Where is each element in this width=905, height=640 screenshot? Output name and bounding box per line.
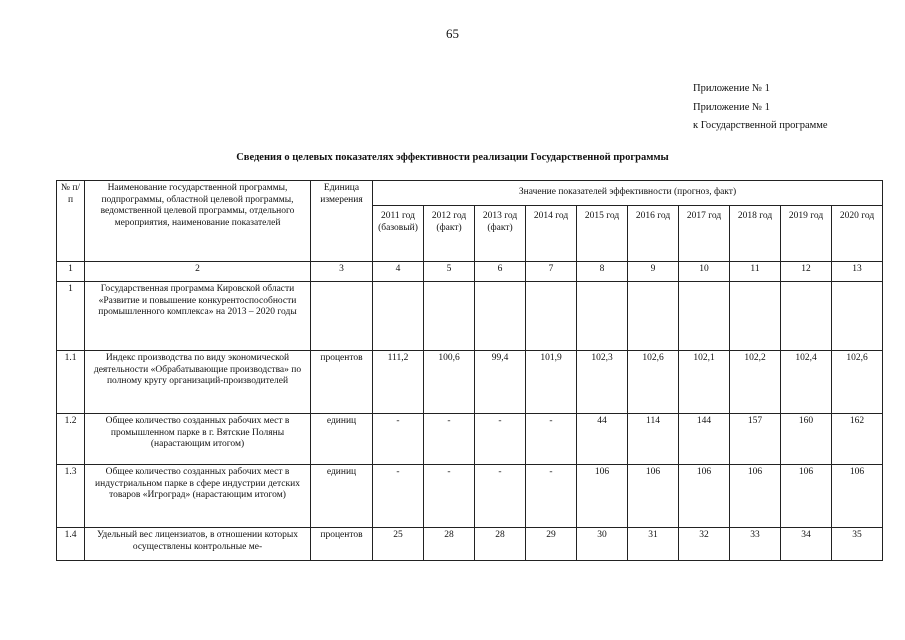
row-value: 32: [679, 528, 730, 561]
row-name: Государственная программа Кировской области «Развитие и повышение конкурентоспособности промышленного комплекса» на 2013 – 2020 годы: [85, 282, 311, 351]
row-name: Общее количество созданных рабочих мест в индустриальном парке в сфере индустрии детских товаров «Игроград» (нарастающим итогом): [85, 465, 311, 528]
header-year: 2012 год (факт): [424, 206, 475, 262]
header-year: 2017 год: [679, 206, 730, 262]
row-value: [424, 282, 475, 351]
header-year: 2013 год (факт): [475, 206, 526, 262]
row-value: -: [526, 414, 577, 465]
page-number: 65: [446, 26, 459, 41]
column-number: 10: [679, 262, 730, 282]
row-value: 30: [577, 528, 628, 561]
row-value: -: [475, 414, 526, 465]
appendix-block: [693, 80, 828, 136]
appendix-line: Приложение № 1: [693, 83, 770, 94]
header-year: 2018 год: [730, 206, 781, 262]
row-value: 162: [832, 414, 883, 465]
row-value: 101,9: [526, 351, 577, 414]
column-number: 5: [424, 262, 475, 282]
row-value: [526, 282, 577, 351]
row-value: 102,3: [577, 351, 628, 414]
row-value: [475, 282, 526, 351]
row-number: 1.3: [57, 465, 85, 528]
row-value: 31: [628, 528, 679, 561]
row-value: 35: [832, 528, 883, 561]
header-name: Наименование государственной программы, подпрограммы, областной целевой программы, ведомственной целевой программы, отдельного мероприятия, наименование показателей: [85, 181, 311, 262]
row-value: 106: [679, 465, 730, 528]
table-row: [57, 414, 883, 465]
column-number: 4: [373, 262, 424, 282]
appendix-line: к Государственной программе: [693, 120, 828, 131]
row-value: [373, 282, 424, 351]
row-value: 44: [577, 414, 628, 465]
row-number: 1.2: [57, 414, 85, 465]
header-row: [57, 181, 883, 206]
row-value: 114: [628, 414, 679, 465]
row-value: 157: [730, 414, 781, 465]
column-number: 8: [577, 262, 628, 282]
header-year: 2019 год: [781, 206, 832, 262]
row-unit: единиц: [311, 465, 373, 528]
row-value: [628, 282, 679, 351]
column-number: 9: [628, 262, 679, 282]
table-row: [57, 528, 883, 561]
row-value: [730, 282, 781, 351]
row-number: 1.4: [57, 528, 85, 561]
row-value: 102,1: [679, 351, 730, 414]
column-numbers-row: [57, 262, 883, 282]
header-year: 2020 год: [832, 206, 883, 262]
row-value: -: [373, 414, 424, 465]
column-number: 6: [475, 262, 526, 282]
row-value: 102,6: [832, 351, 883, 414]
row-value: -: [475, 465, 526, 528]
row-value: 34: [781, 528, 832, 561]
row-value: 106: [577, 465, 628, 528]
row-value: 28: [424, 528, 475, 561]
row-value: -: [424, 414, 475, 465]
appendix-line: Приложение № 1: [693, 101, 770, 113]
header-year: 2011 год (базовый): [373, 206, 424, 262]
row-value: -: [373, 465, 424, 528]
row-value: [781, 282, 832, 351]
row-value: 106: [628, 465, 679, 528]
table-row: [57, 465, 883, 528]
header-year: 2015 год: [577, 206, 628, 262]
row-value: 102,4: [781, 351, 832, 414]
column-number: 12: [781, 262, 832, 282]
row-unit: процентов: [311, 528, 373, 561]
row-value: 100,6: [424, 351, 475, 414]
header-year: 2014 год: [526, 206, 577, 262]
column-number: 13: [832, 262, 883, 282]
column-number: 11: [730, 262, 781, 282]
indicators-table: [56, 180, 883, 561]
header-num: № п/п: [57, 181, 85, 262]
row-value: 102,6: [628, 351, 679, 414]
row-name: Удельный вес лицензиатов, в отношении которых осуществлены контрольные ме-: [85, 528, 311, 561]
row-value: 29: [526, 528, 577, 561]
row-value: 106: [832, 465, 883, 528]
row-value: 144: [679, 414, 730, 465]
header-year: 2016 год: [628, 206, 679, 262]
row-unit: процентов: [311, 351, 373, 414]
table-row: [57, 351, 883, 414]
row-value: [832, 282, 883, 351]
column-number: 1: [57, 262, 85, 282]
row-value: 111,2: [373, 351, 424, 414]
row-value: 106: [781, 465, 832, 528]
row-value: 28: [475, 528, 526, 561]
row-value: -: [424, 465, 475, 528]
header-values-group: Значение показателей эффективности (прогноз, факт): [373, 181, 883, 206]
header-unit: Единица измерения: [311, 181, 373, 262]
row-unit: [311, 282, 373, 351]
row-value: [679, 282, 730, 351]
row-name: Индекс производства по виду экономической деятельности «Обрабатывающие производства» по полному кругу организаций-производителей: [85, 351, 311, 414]
row-value: 102,2: [730, 351, 781, 414]
column-number: 3: [311, 262, 373, 282]
row-number: 1: [57, 282, 85, 351]
table-row: [57, 282, 883, 351]
row-name: Общее количество созданных рабочих мест в промышленном парке в г. Вятские Поляны (нарастающим итогом): [85, 414, 311, 465]
row-number: 1.1: [57, 351, 85, 414]
row-value: 33: [730, 528, 781, 561]
row-value: [577, 282, 628, 351]
row-value: 99,4: [475, 351, 526, 414]
row-value: 25: [373, 528, 424, 561]
document-title: Сведения о целевых показателях эффективности реализации Государственной программы: [236, 152, 669, 163]
column-number: 2: [85, 262, 311, 282]
row-value: -: [526, 465, 577, 528]
row-value: 106: [730, 465, 781, 528]
row-value: 160: [781, 414, 832, 465]
row-unit: единиц: [311, 414, 373, 465]
column-number: 7: [526, 262, 577, 282]
